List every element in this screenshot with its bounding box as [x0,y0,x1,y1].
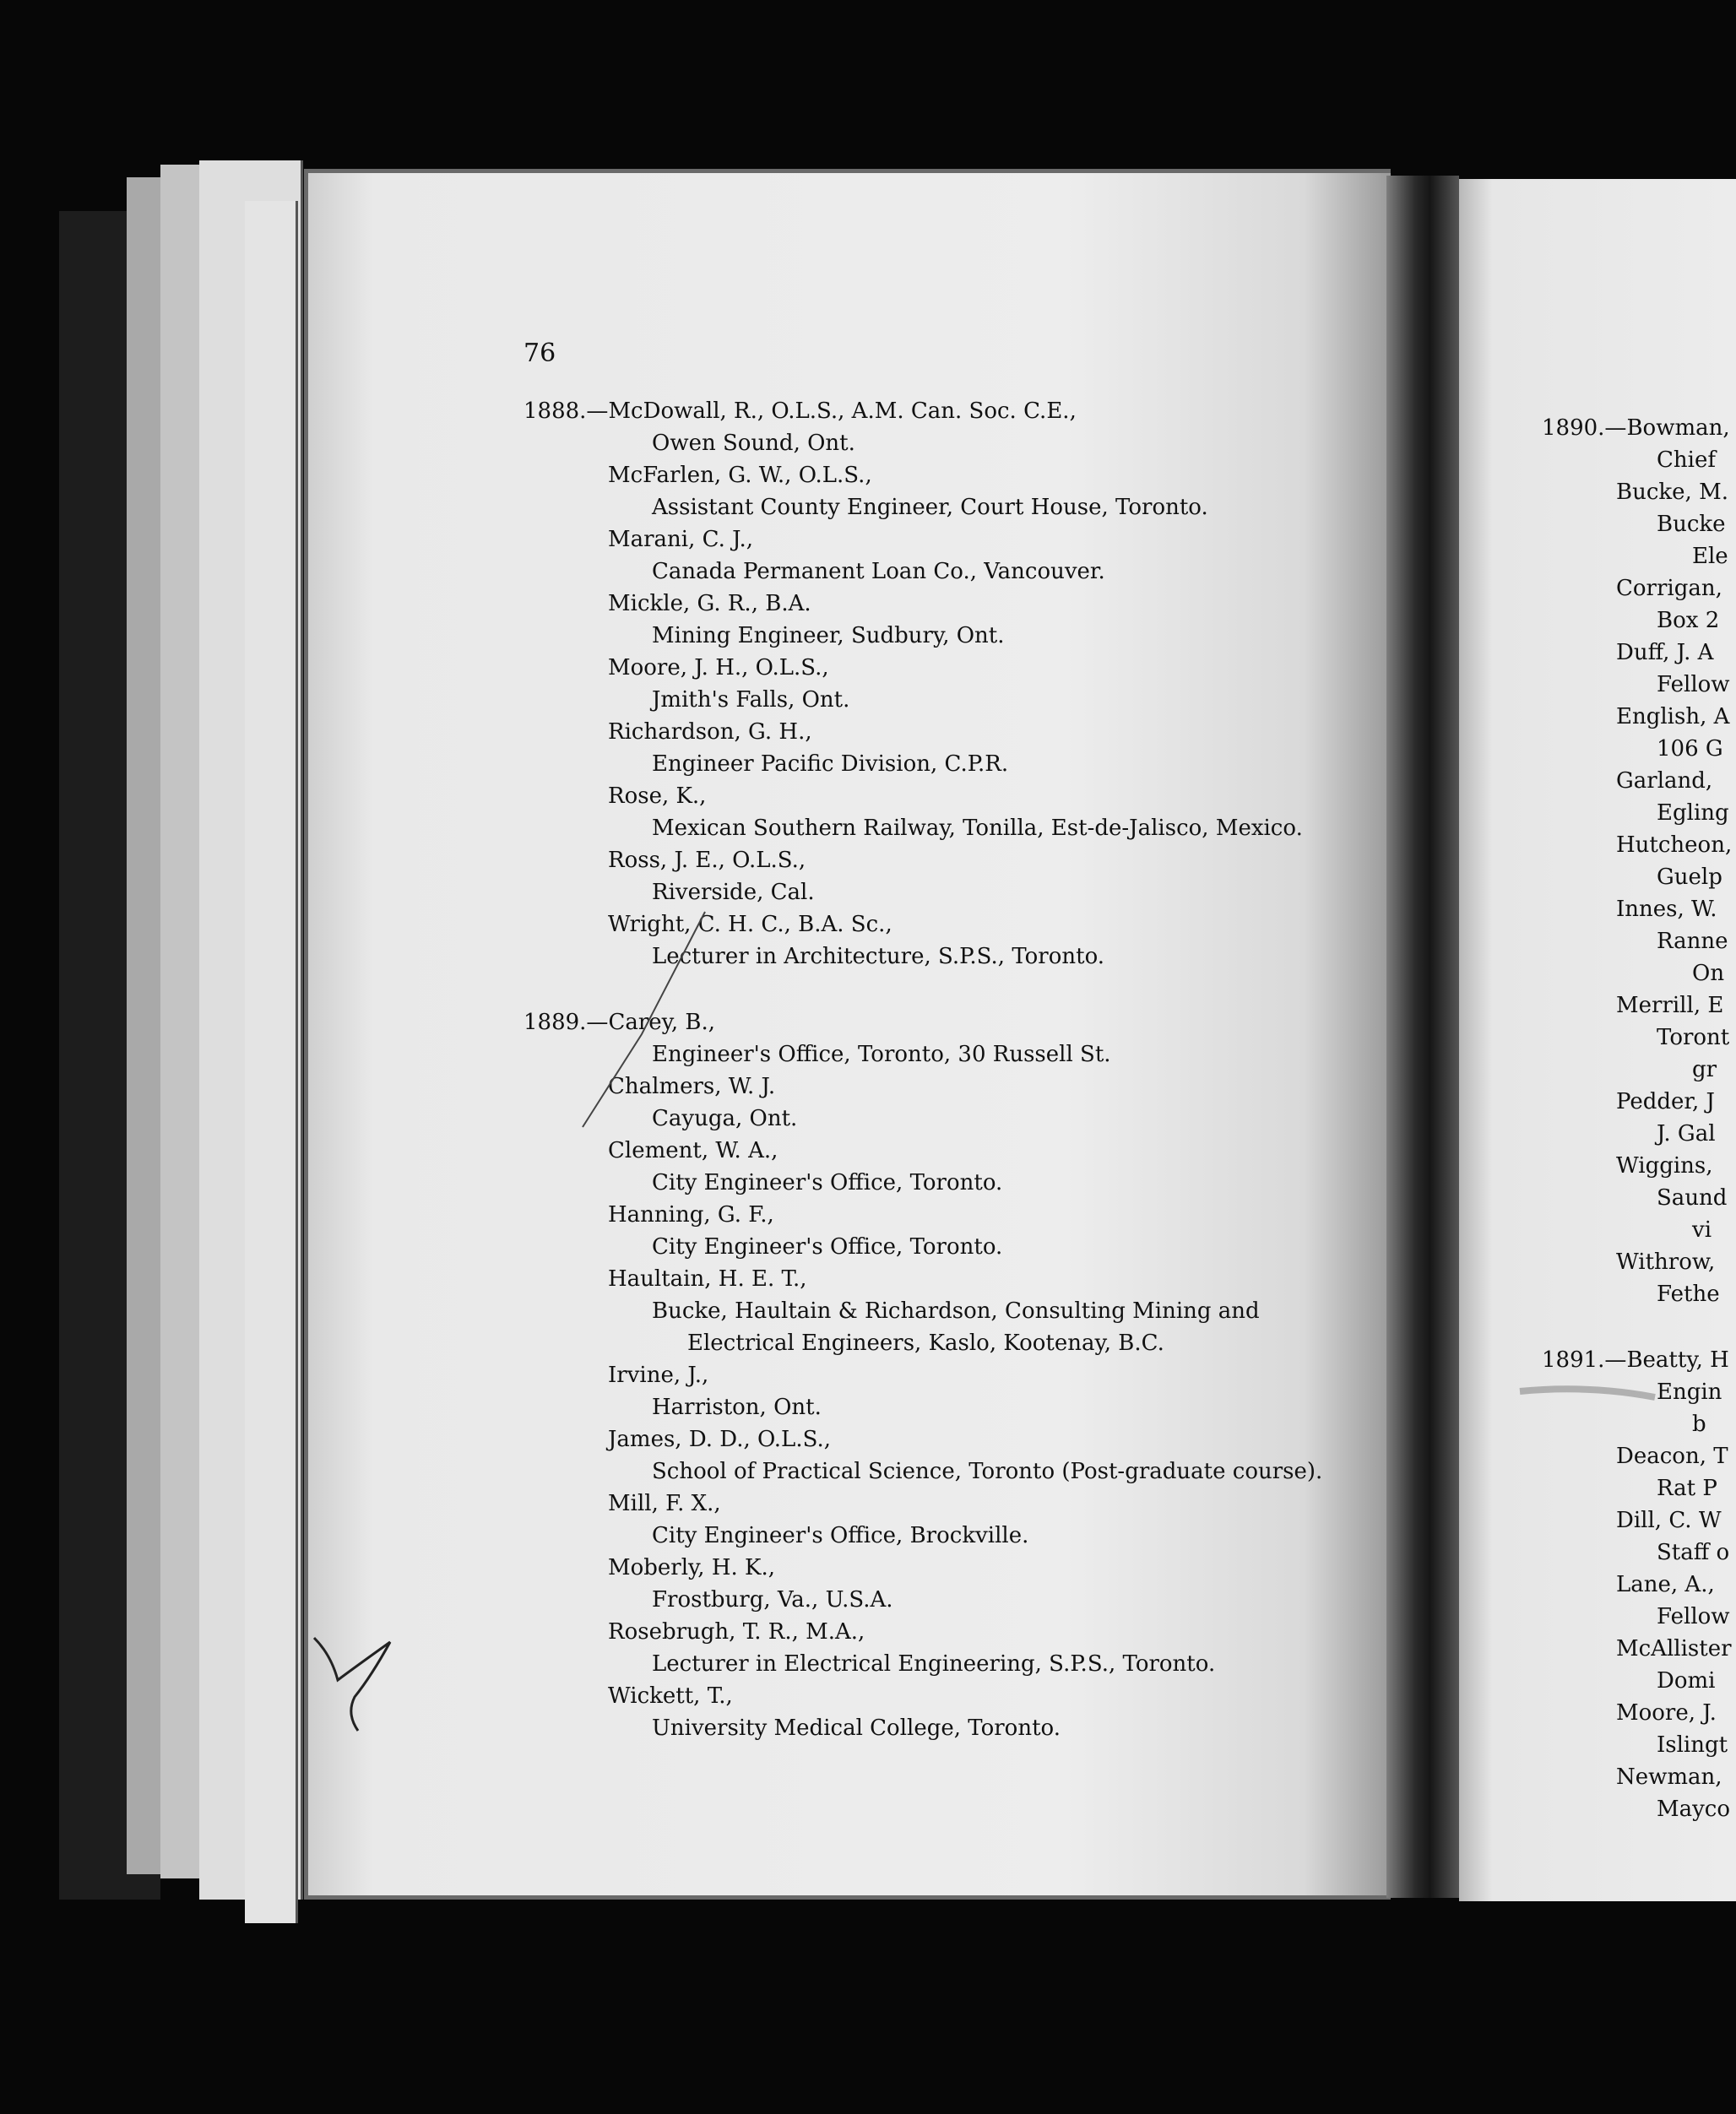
member-name: English, A [1616,704,1730,729]
member-entry [524,844,1326,908]
left-page-text [524,395,1326,1778]
member-name-line [1542,1697,1732,1729]
member-name-line [1542,1344,1732,1376]
member-name-line [1542,637,1732,669]
member-name: Rose, K., [608,783,707,809]
member-name: Beatty, H [1626,1347,1729,1373]
member-name-line [1542,829,1732,861]
member-name: Bowman, [1626,415,1730,441]
member-detail: Assistant County Engineer, Court House, Toronto. [652,495,1208,520]
member-name-line [1542,1086,1732,1118]
year-section [1542,412,1732,1310]
member-name-line [524,1616,1326,1648]
member-entry [1542,476,1732,572]
right-page-text [1542,412,1732,1859]
member-name: Mill, F. X., [608,1491,721,1516]
member-name-line [1542,765,1732,797]
member-name-line [1542,1246,1732,1278]
member-detail: City Engineer's Office, Brockville. [652,1523,1029,1548]
member-name: Withrow, [1616,1249,1716,1275]
member-name-line [524,844,1326,876]
member-entry [524,523,1326,588]
member-entry [1542,1150,1732,1246]
member-entry [524,1423,1326,1488]
member-detail: Bucke, Haultain & Richardson, Consulting Mining and [652,1298,1260,1324]
member-detail: Toront [1657,1025,1730,1050]
member-detail: Owen Sound, Ont. [652,431,855,456]
member-name-line [524,459,1326,491]
member-entry [524,1071,1326,1135]
member-name-line [524,1359,1326,1391]
member-name: Chalmers, W. J. [608,1074,776,1099]
member-detail: Mayco [1657,1797,1731,1822]
member-name: James, D. D., O.L.S., [608,1427,831,1452]
member-name-line [524,588,1326,620]
member-name: Ross, J. E., O.L.S., [608,848,806,873]
member-detail: vi [1692,1217,1712,1243]
member-entry [524,1263,1326,1359]
member-name-line [1542,412,1732,444]
year-label: 1890.— [1542,415,1627,441]
member-detail: Egling [1657,800,1729,826]
member-detail: Saund [1657,1185,1728,1211]
member-entry [524,395,1326,459]
member-detail: On [1692,961,1725,986]
member-detail: Lecturer in Electrical Engineering, S.P.S., Toronto. [652,1651,1216,1677]
book-gutter [1386,176,1459,1898]
member-name: Haultain, H. E. T., [608,1266,807,1292]
member-name-line [524,395,1326,427]
member-name-line [1542,701,1732,733]
member-detail: Ranne [1657,929,1728,954]
member-name: Marani, C. J., [608,527,754,552]
member-detail: Mining Engineer, Sudbury, Ont. [652,623,1005,648]
member-entry [1542,1086,1732,1150]
member-entry [1542,572,1732,637]
member-name: Carey, B., [608,1010,716,1035]
member-detail: Box 2 [1657,608,1720,633]
member-detail: Fellow [1657,1604,1730,1629]
member-detail: b [1692,1412,1706,1437]
member-detail: Bucke [1657,512,1726,537]
member-name-line [524,1263,1326,1295]
member-name: Dill, C. W [1616,1508,1722,1533]
page-stack-edge [245,201,298,1923]
member-entry [524,1199,1326,1263]
member-detail: Mexican Southern Railway, Tonilla, Est-de-Jalisco, Mexico. [652,816,1303,841]
member-name: Lane, A., [1616,1572,1715,1597]
member-entry [524,1680,1326,1744]
member-entry [524,652,1326,716]
member-entry [524,1006,1326,1071]
member-detail: Domi [1657,1668,1716,1694]
member-name: Wright, C. H. C., B.A. Sc., [608,912,892,937]
member-name: Richardson, G. H., [608,719,812,745]
member-detail: J. Gal [1657,1121,1716,1146]
member-entry [524,1488,1326,1552]
member-name: Garland, [1616,768,1713,794]
member-entry [524,1135,1326,1199]
member-name-line [524,716,1326,748]
member-name: Hutcheon, [1616,832,1733,858]
member-name-line [1542,476,1732,508]
member-detail: Cayuga, Ont. [652,1106,798,1131]
member-detail: City Engineer's Office, Toronto. [652,1234,1003,1260]
member-name-line [524,1488,1326,1520]
member-name-line [1542,1440,1732,1472]
member-detail: University Medical College, Toronto. [652,1716,1061,1741]
member-detail: Chief [1657,447,1716,473]
member-name: Mickle, G. R., B.A. [608,591,811,616]
year-section [524,395,1326,973]
member-entry [524,908,1326,973]
member-name: Moore, J. [1616,1700,1717,1726]
year-section [1542,1344,1732,1825]
member-entry [1542,1697,1732,1761]
member-entry [524,459,1326,523]
year-label: 1891.— [1542,1347,1627,1373]
member-detail: Engin [1657,1380,1722,1405]
member-entry [1542,1633,1732,1697]
member-name: Hanning, G. F., [608,1202,774,1228]
member-name: Duff, J. A [1616,640,1714,665]
member-entry [1542,1246,1732,1310]
member-detail: Rat P [1657,1476,1717,1501]
member-entry [524,1359,1326,1423]
member-entry [524,780,1326,844]
member-name-line [524,1006,1326,1038]
member-detail: Riverside, Cal. [652,880,815,905]
member-name-line [524,780,1326,812]
member-entry [524,1552,1326,1616]
member-entry [1542,637,1732,701]
member-name-line [1542,989,1732,1022]
member-detail: Canada Permanent Loan Co., Vancouver. [652,559,1105,584]
member-detail: Harriston, Ont. [652,1395,822,1420]
member-entry [1542,989,1732,1086]
member-detail: Jmith's Falls, Ont. [652,687,850,713]
member-name-line [524,1135,1326,1167]
member-name-line [524,1552,1326,1584]
member-name: McFarlen, G. W., O.L.S., [608,463,872,488]
member-entry [1542,893,1732,989]
member-entry [1542,1761,1732,1825]
member-detail: Electrical Engineers, Kaslo, Kootenay, B.C. [687,1331,1164,1356]
member-name: McDowall, R., O.L.S., A.M. Can. Soc. C.E., [608,398,1077,424]
member-detail: Fellow [1657,672,1730,697]
member-detail: Lecturer in Architecture, S.P.S., Toronto. [652,944,1105,969]
member-entry [1542,829,1732,893]
member-name: McAllister [1616,1636,1732,1661]
member-name-line [524,1423,1326,1455]
member-name-line [1542,1504,1732,1537]
member-name-line [524,1071,1326,1103]
member-entry [1542,1440,1732,1504]
member-name: Moore, J. H., O.L.S., [608,655,829,680]
member-name: Wickett, T., [608,1683,733,1709]
member-name: Bucke, M. [1616,480,1728,505]
page-number: 76 [524,339,556,368]
member-detail: Staff o [1657,1540,1730,1565]
member-entry [1542,765,1732,829]
member-entry [1542,1569,1732,1633]
member-name: Corrigan, [1616,576,1722,601]
member-detail: Engineer's Office, Toronto, 30 Russell St. [652,1042,1111,1067]
year-section [524,1006,1326,1744]
member-detail: Guelp [1657,865,1722,890]
member-entry [1542,412,1732,476]
member-entry [524,1616,1326,1680]
member-detail: City Engineer's Office, Toronto. [652,1170,1003,1195]
member-detail: 106 G [1657,736,1723,762]
member-name-line [524,1680,1326,1712]
member-entry [524,716,1326,780]
member-name-line [1542,1633,1732,1665]
member-name: Moberly, H. K., [608,1555,775,1580]
member-name: Wiggins, [1616,1153,1713,1179]
member-detail: Ele [1692,544,1728,569]
member-name-line [524,652,1326,684]
member-name: Newman, [1616,1764,1722,1790]
member-name-line [1542,1761,1732,1793]
member-name-line [1542,1569,1732,1601]
member-detail: gr [1692,1057,1717,1082]
member-detail: School of Practical Science, Toronto (Post-graduate course). [652,1459,1323,1484]
member-name-line [1542,893,1732,925]
member-detail: Engineer Pacific Division, C.P.R. [652,751,1009,777]
member-name: Clement, W. A., [608,1138,778,1163]
member-name: Rosebrugh, T. R., M.A., [608,1619,865,1645]
member-name: Deacon, T [1616,1444,1728,1469]
member-name-line [1542,572,1732,604]
member-detail: Islingt [1657,1732,1728,1758]
member-name: Irvine, J., [608,1363,709,1388]
member-name: Innes, W. [1616,897,1717,922]
member-detail: Fethe [1657,1282,1720,1307]
member-detail: Frostburg, Va., U.S.A. [652,1587,893,1613]
member-name: Merrill, E [1616,993,1724,1018]
year-label: 1888.— [524,398,609,424]
member-name-line [524,523,1326,556]
member-entry [1542,701,1732,765]
member-entry [524,588,1326,652]
member-entry [1542,1344,1732,1440]
member-name-line [524,908,1326,940]
member-name: Pedder, J [1616,1089,1715,1114]
member-name-line [1542,1150,1732,1182]
member-entry [1542,1504,1732,1569]
year-label: 1889.— [524,1010,609,1035]
member-name-line [524,1199,1326,1231]
